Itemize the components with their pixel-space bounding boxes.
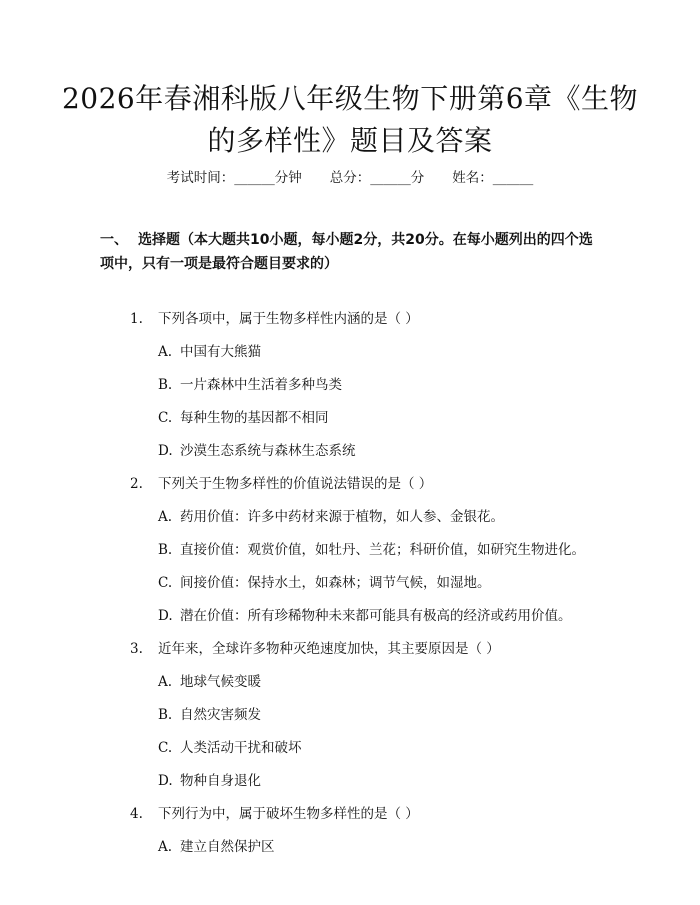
question-stem: 下列各项中，属于生物多样性内涵的是（ ） [158, 311, 419, 327]
option-letter: A. [158, 674, 173, 690]
question-2-option-c [158, 573, 491, 593]
question-number: 3. [130, 641, 143, 657]
option-text: 潜在价值：所有珍稀物种未来都可能具有极高的经济或药用价值。 [180, 608, 572, 624]
question-2-option-a [158, 507, 504, 527]
option-letter: C. [158, 410, 173, 426]
option-text: 药用价值：许多中药材来源于植物，如人参、金银花。 [180, 509, 504, 525]
option-letter: C. [158, 740, 173, 756]
total-score-field: 总分：______分 [329, 170, 425, 186]
question-3-option-a [158, 672, 261, 692]
question-stem: 下列关于生物多样性的价值说法错误的是（ ） [158, 476, 433, 492]
question-1-option-c [158, 408, 329, 428]
option-text: 建立自然保护区 [180, 839, 275, 855]
page-title: 2026年春湘科版八年级生物下册第6章《生物的多样性》题目及答案 [61, 82, 639, 157]
option-text: 每种生物的基因都不相同 [180, 410, 329, 426]
section-number: 一、 [100, 232, 128, 248]
question-1-option-d [158, 441, 356, 461]
option-letter: A. [158, 509, 173, 525]
option-text: 地球气候变暖 [180, 674, 261, 690]
option-letter: D. [158, 608, 173, 624]
option-text: 中国有大熊猫 [180, 344, 261, 360]
option-text: 自然灾害频发 [180, 707, 261, 723]
option-letter: A. [158, 344, 173, 360]
exam-time-field: 考试时间：______分钟 [166, 170, 302, 186]
option-text: 物种自身退化 [180, 773, 261, 789]
student-name-field: 姓名：______ [452, 170, 534, 186]
question-4-option-a [158, 837, 275, 857]
question-stem: 下列行为中，属于破坏生物多样性的是（ ） [158, 806, 419, 822]
option-letter: A. [158, 839, 173, 855]
question-1 [130, 309, 419, 329]
option-text: 一片森林中生活着多种鸟类 [180, 377, 342, 393]
option-letter: B. [158, 707, 173, 723]
option-letter: D. [158, 773, 173, 789]
question-3-option-b [158, 705, 261, 725]
question-number: 1. [130, 311, 143, 327]
option-text: 间接价值：保持水土，如森林；调节气候，如湿地。 [180, 575, 491, 591]
question-2 [130, 474, 432, 494]
exam-info-line [0, 168, 700, 188]
question-3 [130, 639, 500, 659]
option-letter: C. [158, 575, 173, 591]
question-number: 4. [130, 806, 143, 822]
question-stem: 近年来，全球许多物种灭绝速度加快，其主要原因是（ ） [158, 641, 500, 657]
question-2-option-d [158, 606, 572, 626]
question-3-option-c [158, 738, 302, 758]
option-text: 人类活动干扰和破坏 [180, 740, 302, 756]
section-heading-multiple-choice [100, 228, 605, 276]
question-4 [130, 804, 419, 824]
option-text: 直接价值：观赏价值，如牡丹、兰花；科研价值，如研究生物进化。 [180, 542, 585, 558]
option-letter: B. [158, 542, 173, 558]
question-1-option-b [158, 375, 342, 395]
option-text: 沙漠生态系统与森林生态系统 [180, 443, 356, 459]
option-letter: D. [158, 443, 173, 459]
option-letter: B. [158, 377, 173, 393]
question-number: 2. [130, 476, 143, 492]
question-2-option-b [158, 540, 585, 560]
question-3-option-d [158, 771, 261, 791]
question-1-option-a [158, 342, 261, 362]
section-instructions: 选择题（本大题共10小题，每小题2分，共20分。在每小题列出的四个选项中，只有一项是最符合题目要求的） [100, 232, 593, 272]
